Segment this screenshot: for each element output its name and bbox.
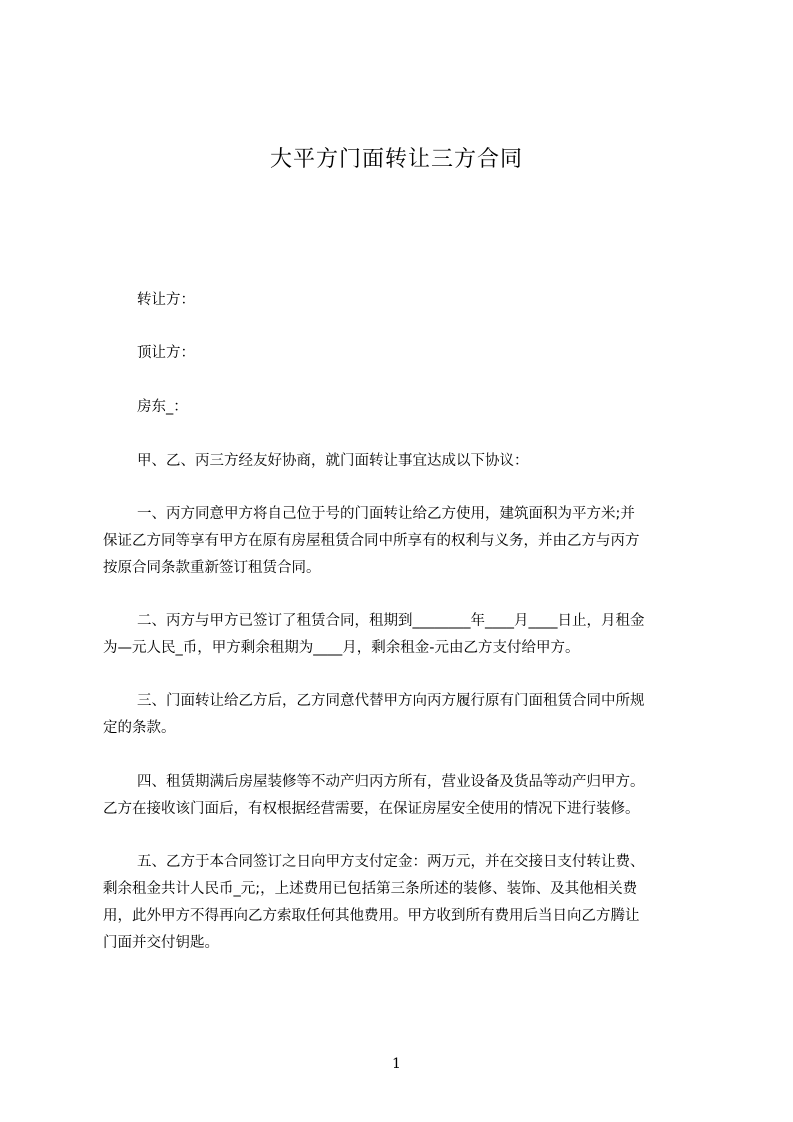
clause-5-line-3: 用，此外甲方不得再向乙方索取任何其他费用。甲方收到所有费用后当日向乙方腾让	[103, 908, 640, 924]
page-title: 大平方门面转让三方合同	[269, 147, 523, 172]
clause-2-line-1: 二、丙方与甲方已签订了租赁合同，租期到________年____月____日止，月租金	[137, 613, 645, 629]
party-transferor: 转让方：	[137, 292, 195, 308]
page-number: 1	[392, 1056, 401, 1072]
clause-4-line-2: 乙方在接收该门面后，有权根据经营需要，在保证房屋安全使用的情况下进行装修。	[103, 801, 640, 817]
clause-4-line-1: 四、租赁期满后房屋装修等不动产归丙方所有，营业设备及货品等动产归甲方。	[137, 774, 645, 790]
preamble: 甲、乙、丙三方经友好协商，就门面转让事宜达成以下协议：	[137, 453, 529, 469]
clause-2-line-2: 为—元人民_币，甲方剩余租期为____月，剩余租金-元由乙方支付给甲方。	[103, 640, 580, 656]
clause-5-line-1: 五、乙方于本合同签订之日向甲方支付定金：两万元，并在交接日支付转让费、	[137, 854, 645, 870]
clause-3-line-2: 定的条款。	[103, 720, 176, 736]
clause-3-line-1: 三、门面转让给乙方后，乙方同意代替甲方向丙方履行原有门面租赁合同中所规	[137, 693, 645, 709]
clause-1-line-2: 保证乙方同等享有甲方在原有房屋租赁合同中所享有的权利与义务，并由乙方与丙方	[103, 533, 640, 549]
clause-1-line-1: 一、丙方同意甲方将自己位于号的门面转让给乙方使用，建筑面积为平方米;并	[137, 506, 635, 522]
party-transferee: 顶让方：	[137, 345, 195, 361]
clause-1-line-3: 按原合同条款重新签订租赁合同。	[103, 560, 321, 576]
clause-5-line-4: 门面并交付钥匙。	[103, 935, 219, 951]
clause-5-line-2: 剩余租金共计人民币_元;，上述费用已包括第三条所述的装修、装饰、及其他相关费	[103, 881, 638, 897]
party-landlord: 房东_：	[137, 399, 188, 415]
